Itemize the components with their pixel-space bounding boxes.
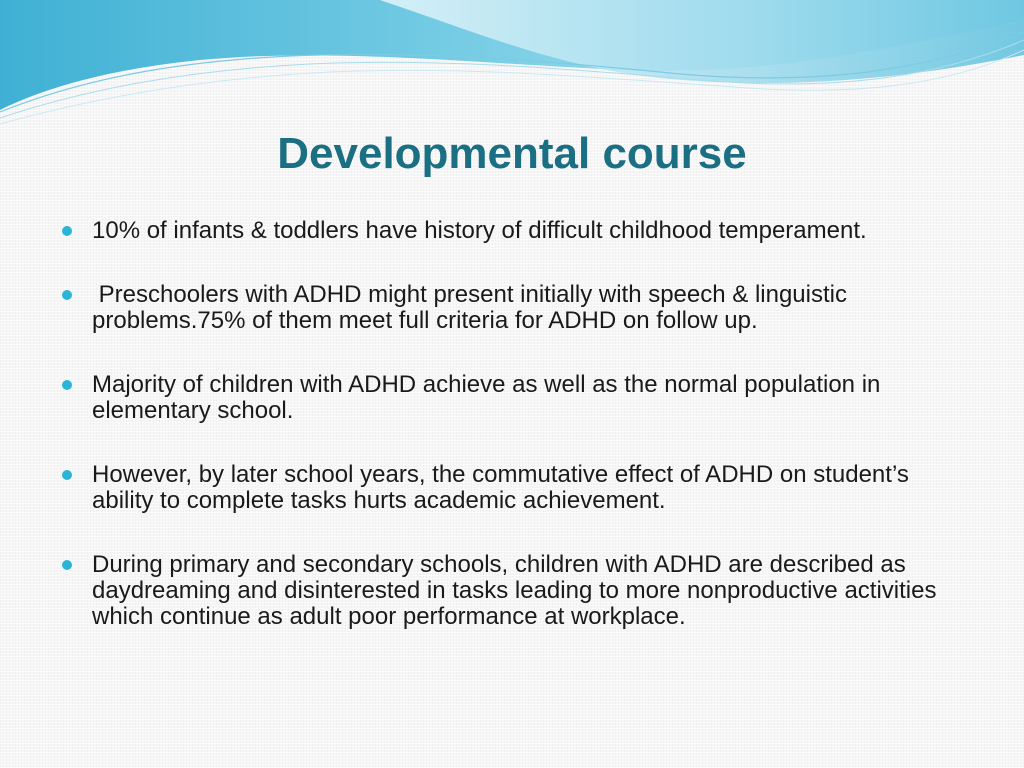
- bullet-dot-icon: [62, 226, 72, 236]
- bullet-dot-icon: [62, 470, 72, 480]
- bullet-text: 10% of infants & toddlers have history of difficult childhood temperament.: [92, 217, 867, 244]
- bullet-dot-icon: [62, 380, 72, 390]
- slide-title: Developmental course: [277, 129, 747, 178]
- list-item: [62, 218, 962, 244]
- list-item: [62, 462, 962, 514]
- list-item: [62, 552, 962, 630]
- bullet-text: However, by later school years, the commutative effect of ADHD on student’s ability to complete tasks hurts academic achievement.: [92, 461, 909, 514]
- bullet-text: Preschoolers with ADHD might present initially with speech & linguistic problems.75% of them meet full criteria for ADHD on follow up.: [92, 281, 854, 334]
- bullet-dot-icon: [62, 290, 72, 300]
- list-item: [62, 282, 962, 334]
- bullet-text: Majority of children with ADHD achieve as well as the normal population in elementary school.: [92, 371, 881, 424]
- bullet-text: During primary and secondary schools, children with ADHD are described as daydreaming and disinterested in tasks leading to more nonproductive activities which continue as adult poor performance at workplace.: [92, 551, 937, 630]
- list-item: [62, 372, 962, 424]
- bullet-dot-icon: [62, 560, 72, 570]
- header-wave-decoration: [0, 0, 1024, 130]
- bullet-list: [62, 218, 962, 630]
